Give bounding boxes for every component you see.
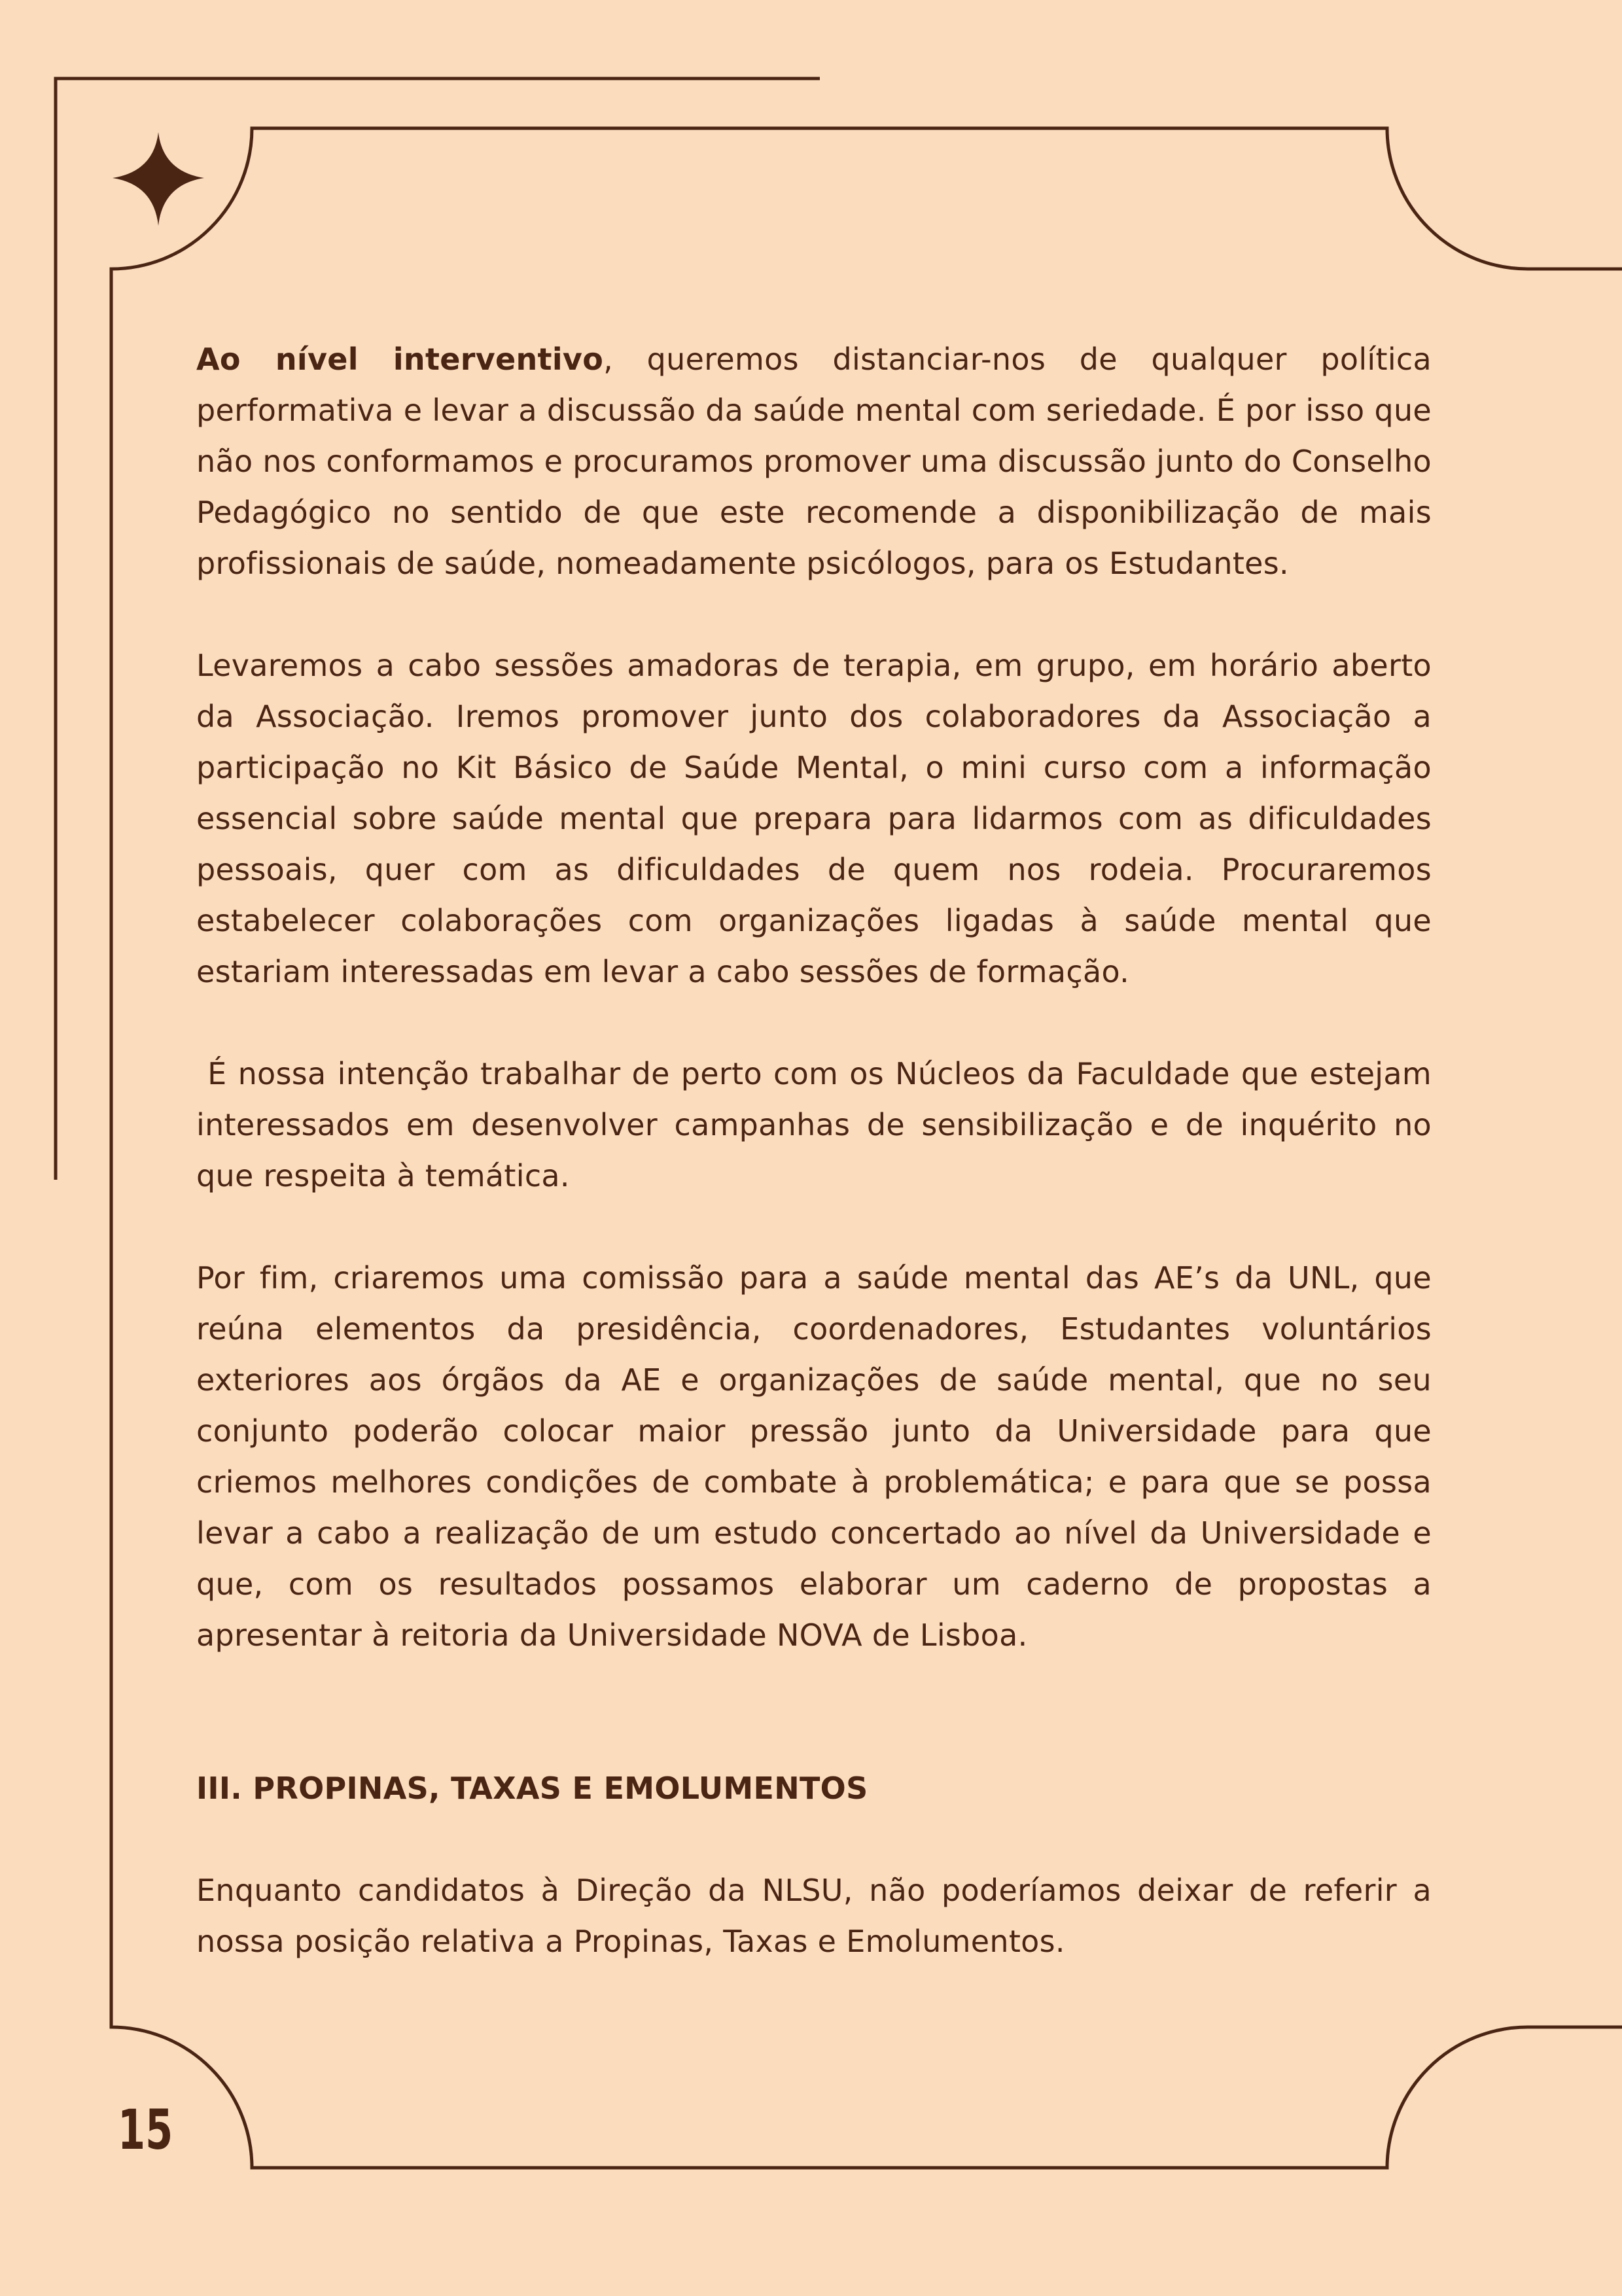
paragraph-commission: Por fim, criaremos uma comissão para a saúde mental das AE’s da UNL, que reúna elementos da presidência, coordenadores, Estudantes voluntários exteriores aos órgãos da AE e organizações de saúde mental, que no seu conjunto poderão colocar maior pressão junto da Universidade para que criemos melhores condições de combate à problemática; e para que se possa levar a cabo a realização de um estudo concertado ao nível da Universidade e que, com os resultados possamos elaborar um caderno de propostas a apresentar à reitoria da Universidade NOVA de Lisboa.	[196, 1260, 1432, 1653]
page-number: 15	[118, 2098, 173, 2162]
section-heading: III. PROPINAS, TAXAS E EMOLUMENTOS	[196, 1771, 868, 1806]
paragraph-lead-bold: Ao nível interventivo	[196, 342, 604, 377]
paragraph-interventive	[196, 334, 1432, 589]
four-point-star-icon	[113, 132, 204, 226]
paragraph-propinas: Enquanto candidatos à Direção da NLSU, não poderíamos deixar de referir a nossa posição relativa a Propinas, Taxas e Emolumentos.	[196, 1873, 1432, 1959]
body-text	[196, 334, 1441, 1967]
paragraph-nucleos: É nossa intenção trabalhar de perto com os Núcleos da Faculdade que estejam interessados em desenvolver campanhas de sensibilização e de inquérito no que respeita à temática.	[196, 1056, 1441, 1193]
paragraph-text: , queremos distanciar-nos de qualquer política performativa e levar a discussão da saúde mental com seriedade. É por isso que não nos conformamos e procuramos promover uma discussão junto do Conselho Pedagógico no sentido de que este recomende a disponibilização de mais profissionais de saúde, nomeadamente psicólogos, para os Estudantes.	[196, 342, 1432, 581]
paragraph-therapy-sessions: Levaremos a cabo sessões amadoras de terapia, em grupo, em horário aberto da Associação. Iremos promover junto dos colaboradores da Associação a participação no Kit Básico de Saúde Mental, o mini curso com a informação essencial sobre saúde mental que prepara para lidarmos com as dificuldades pessoais, quer com as dificuldades de quem nos rodeia. Procuraremos estabelecer colaborações com organizações ligadas à saúde mental que estariam interessadas em levar a cabo sessões de formação.	[196, 648, 1432, 989]
